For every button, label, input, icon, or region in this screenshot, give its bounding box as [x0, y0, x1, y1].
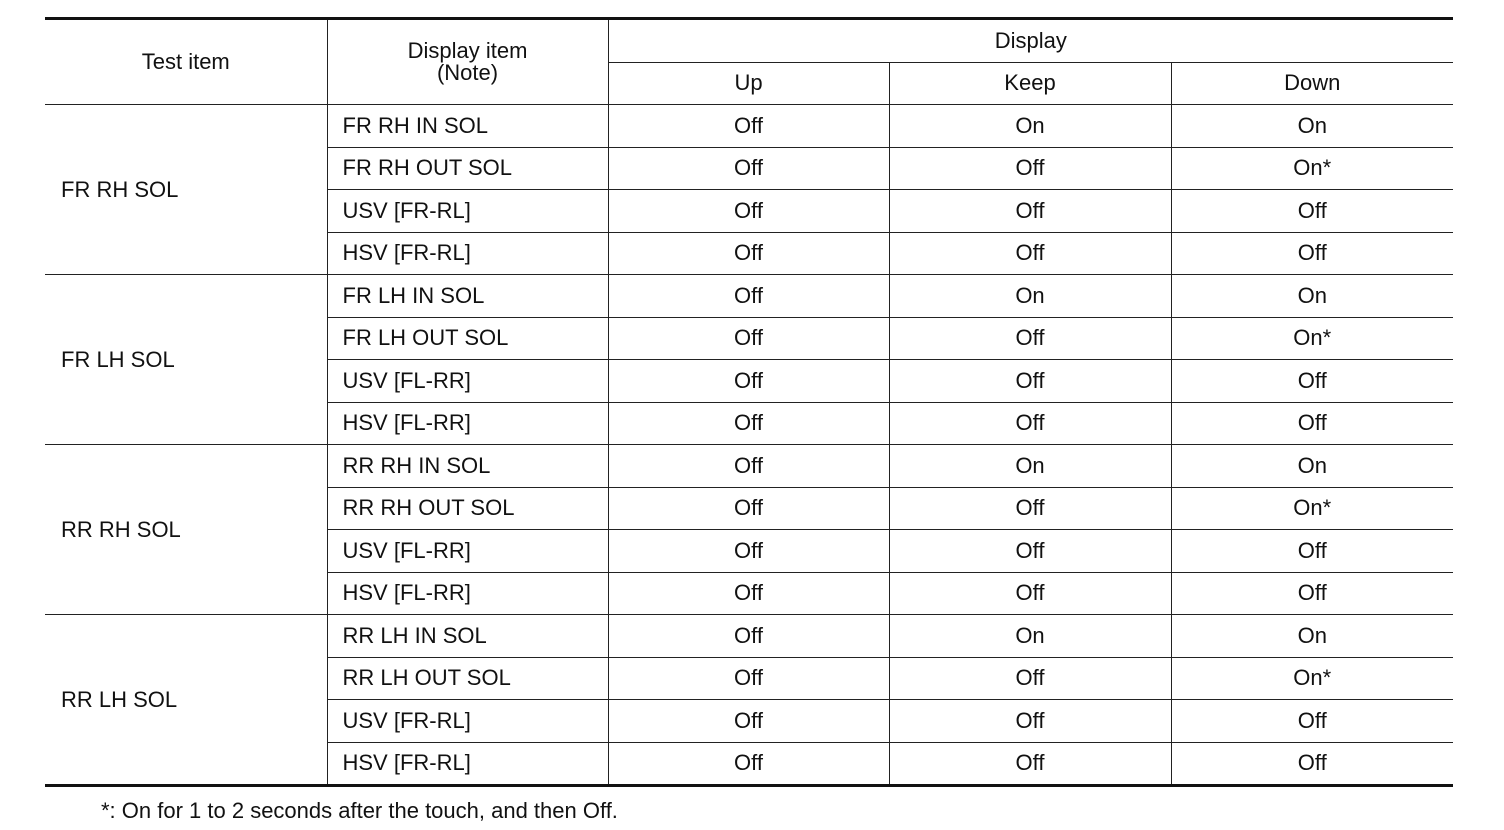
down-value-cell: Off — [1171, 232, 1453, 275]
up-value-cell: Off — [608, 190, 889, 233]
down-value-cell: On* — [1171, 487, 1453, 530]
up-value-cell: Off — [608, 742, 889, 786]
display-item-cell: FR RH IN SOL — [327, 105, 608, 148]
up-value-cell: Off — [608, 445, 889, 488]
keep-value-cell: On — [889, 615, 1171, 658]
display-item-cell: FR LH IN SOL — [327, 275, 608, 318]
display-item-cell: FR RH OUT SOL — [327, 147, 608, 190]
keep-value-cell: On — [889, 275, 1171, 318]
down-value-cell: On* — [1171, 147, 1453, 190]
test-item-cell: RR LH SOL — [45, 615, 327, 786]
keep-value-cell: Off — [889, 190, 1171, 233]
up-value-cell: Off — [608, 275, 889, 318]
display-item-cell: HSV [FL-RR] — [327, 402, 608, 445]
up-value-cell: Off — [608, 615, 889, 658]
keep-value-cell: Off — [889, 402, 1171, 445]
down-value-cell: On — [1171, 275, 1453, 318]
test-item-cell: FR RH SOL — [45, 105, 327, 275]
keep-value-cell: Off — [889, 572, 1171, 615]
header-up: Up — [608, 62, 889, 105]
up-value-cell: Off — [608, 317, 889, 360]
header-row-top — [45, 19, 1453, 63]
up-value-cell: Off — [608, 657, 889, 700]
down-value-cell: Off — [1171, 190, 1453, 233]
keep-value-cell: Off — [889, 487, 1171, 530]
down-value-cell: On* — [1171, 317, 1453, 360]
keep-value-cell: Off — [889, 147, 1171, 190]
display-item-cell: USV [FL-RR] — [327, 530, 608, 573]
header-display: Display — [608, 19, 1453, 63]
table-row — [45, 105, 1453, 148]
keep-value-cell: Off — [889, 742, 1171, 786]
display-item-cell: RR LH IN SOL — [327, 615, 608, 658]
up-value-cell: Off — [608, 530, 889, 573]
down-value-cell: Off — [1171, 402, 1453, 445]
test-item-cell: RR RH SOL — [45, 445, 327, 615]
up-value-cell: Off — [608, 147, 889, 190]
keep-value-cell: On — [889, 105, 1171, 148]
table-row — [45, 445, 1453, 488]
display-item-cell: FR LH OUT SOL — [327, 317, 608, 360]
header-down: Down — [1171, 62, 1453, 105]
keep-value-cell: Off — [889, 657, 1171, 700]
header-display-item: Display item (Note) — [327, 19, 608, 105]
display-item-cell: RR RH OUT SOL — [327, 487, 608, 530]
down-value-cell: On — [1171, 105, 1453, 148]
down-value-cell: On — [1171, 615, 1453, 658]
display-item-cell: USV [FR-RL] — [327, 190, 608, 233]
display-item-cell: RR RH IN SOL — [327, 445, 608, 488]
down-value-cell: Off — [1171, 360, 1453, 403]
down-value-cell: Off — [1171, 700, 1453, 743]
up-value-cell: Off — [608, 360, 889, 403]
keep-value-cell: On — [889, 445, 1171, 488]
table-row — [45, 615, 1453, 658]
display-item-cell: HSV [FR-RL] — [327, 742, 608, 786]
display-item-cell: HSV [FL-RR] — [327, 572, 608, 615]
up-value-cell: Off — [608, 402, 889, 445]
down-value-cell: On* — [1171, 657, 1453, 700]
down-value-cell: On — [1171, 445, 1453, 488]
display-item-cell: RR LH OUT SOL — [327, 657, 608, 700]
up-value-cell: Off — [608, 487, 889, 530]
keep-value-cell: Off — [889, 317, 1171, 360]
header-keep: Keep — [889, 62, 1171, 105]
keep-value-cell: Off — [889, 232, 1171, 275]
up-value-cell: Off — [608, 700, 889, 743]
footnote: *: On for 1 to 2 seconds after the touch, and then Off. — [101, 798, 618, 823]
active-test-display-table — [45, 17, 1453, 787]
test-item-cell: FR LH SOL — [45, 275, 327, 445]
down-value-cell: Off — [1171, 530, 1453, 573]
up-value-cell: Off — [608, 105, 889, 148]
display-item-cell: HSV [FR-RL] — [327, 232, 608, 275]
header-test-item: Test item — [45, 19, 327, 105]
keep-value-cell: Off — [889, 360, 1171, 403]
up-value-cell: Off — [608, 572, 889, 615]
display-item-cell: USV [FR-RL] — [327, 700, 608, 743]
down-value-cell: Off — [1171, 742, 1453, 786]
keep-value-cell: Off — [889, 530, 1171, 573]
up-value-cell: Off — [608, 232, 889, 275]
table-row — [45, 275, 1453, 318]
keep-value-cell: Off — [889, 700, 1171, 743]
display-item-cell: USV [FL-RR] — [327, 360, 608, 403]
down-value-cell: Off — [1171, 572, 1453, 615]
